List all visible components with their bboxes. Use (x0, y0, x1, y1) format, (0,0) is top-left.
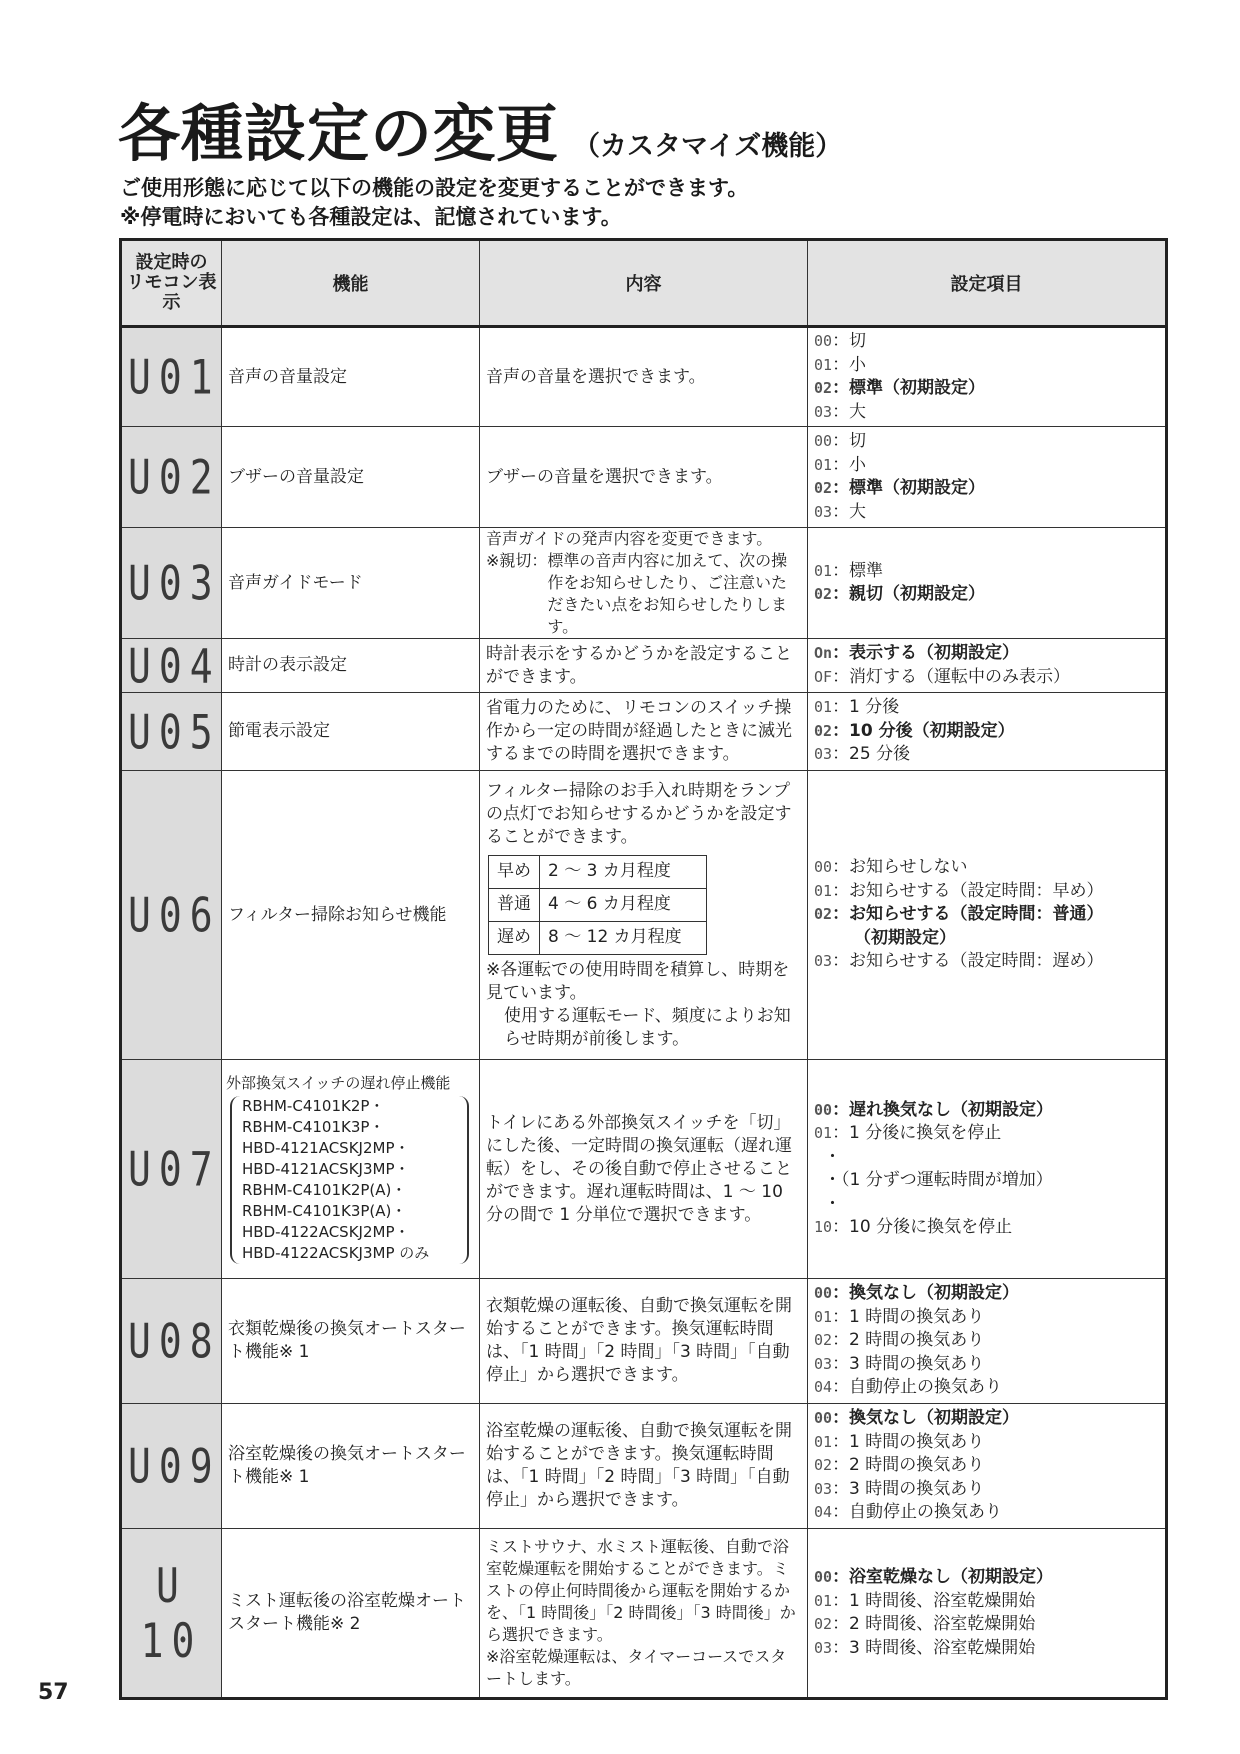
content-text: 音声ガイドの発声内容を変更できます。 ※親切： 標準の音声内容に加えて、次の操作をお知らせしたり、ご注意いただきたい点をお知らせしたりします。 (480, 528, 808, 639)
option-item: 03：3 時間の換気あり (814, 1353, 985, 1374)
function-name: 浴室乾燥後の換気オートスタート機能※ 1 (222, 1404, 480, 1529)
function-name: 外部換気スイッチの遅れ停止機能 RBHM-C4101K2P・ RBHM-C4101K3P・ HBD-4121ACSKJ2MP・ HBD-4121ACSKJ3MP・ RBHM-C4101K2P(A)・ RBHM-C4101K3P(A)・ HBD-4122ACSKJ2MP・ HBD-4122ACSKJ3MP のみ (222, 1060, 480, 1279)
interval-row: 遅め 8 ～ 12 カ月程度 (489, 921, 707, 954)
option-list (808, 1060, 1167, 1279)
option-item: 01：1 時間の換気あり (814, 1431, 985, 1452)
remote-display-code: U04 (121, 639, 222, 693)
option-list (808, 427, 1167, 528)
option-item: 01：1 分後に換気を停止 (814, 1123, 1002, 1143)
function-name: ミスト運転後の浴室乾燥オートスタート機能※ 2 (222, 1529, 480, 1699)
table-row (121, 327, 1167, 427)
content-text: ミストサウナ、水ミスト運転後、自動で浴室乾燥運転を開始することができます。ミストの停止何時間後から運転を開始するかを、「1 時間後」「2 時間後」「3 時間後」から選択できます。 ※浴室乾燥運転は、タイマーコースでスタートします。 (480, 1529, 808, 1699)
option-item: 03：お知らせする（設定時間：遅め） (814, 951, 1104, 972)
option-list (808, 639, 1167, 693)
option-item-default: 02：親切（初期設定） (814, 584, 986, 604)
content-text: 時計表示をするかどうかを設定することができます。 (480, 639, 808, 693)
option-list (808, 1404, 1167, 1529)
option-item: ・（1 分ずつ運転時間が増加） (824, 1170, 1053, 1190)
page-title: 各種設定の変更 (118, 97, 560, 170)
option-list (808, 771, 1167, 1060)
intro-line: ※停電時においても各種設定は、記憶されています。 (120, 205, 622, 229)
option-item: 03：25 分後 (814, 744, 911, 765)
option-list (808, 693, 1167, 771)
header-options: 設定項目 (808, 240, 1167, 327)
option-item-default: 02：お知らせする（設定時間：普通） (814, 904, 1104, 925)
option-item: 01：小 (814, 354, 867, 375)
option-item: 01：小 (814, 454, 867, 475)
option-item: 00：切 (814, 431, 867, 451)
option-item: 00：お知らせしない (814, 857, 968, 878)
table-row (121, 771, 1167, 1060)
remote-display-code: U05 (121, 693, 222, 771)
intro-text (120, 174, 748, 232)
content-text: 音声の音量を選択できます。 (480, 327, 808, 427)
option-item: 03：3 時間後、浴室乾燥開始 (814, 1637, 1036, 1658)
option-list (808, 1529, 1167, 1699)
table-row (121, 1279, 1167, 1404)
function-name: 節電表示設定 (222, 693, 480, 771)
function-name: 音声ガイドモード (222, 528, 480, 639)
usage-note: 使用する運転モード、頻度によりお知らせ時期が前後します。 (504, 1005, 791, 1049)
option-item: 01：1 時間の換気あり (814, 1306, 985, 1327)
function-name: 音声の音量設定 (222, 327, 480, 427)
remote-display-code: U01 (121, 327, 222, 427)
option-item-default-note: （初期設定） (854, 927, 956, 948)
table-row (121, 528, 1167, 639)
option-item-default: 00：浴室乾燥なし（初期設定） (814, 1567, 1054, 1587)
model-list: RBHM-C4101K2P・ RBHM-C4101K3P・ HBD-4121ACSKJ2MP・ HBD-4121ACSKJ3MP・ RBHM-C4101K2P(A)・ RBHM-C4101K3P(A)・ HBD-4122ACSKJ2MP・ HBD-4122ACSKJ3MP のみ (230, 1096, 469, 1264)
content-text: ブザーの音量を選択できます。 (480, 427, 808, 528)
table-row (121, 1060, 1167, 1279)
remote-display-code: U07 (121, 1060, 222, 1279)
page-subtitle: （カスタマイズ機能） (573, 131, 843, 162)
option-item: 10：10 分後に換気を停止 (814, 1217, 1013, 1237)
table-row (121, 1404, 1167, 1529)
option-item-default: 00：換気なし（初期設定） (814, 1283, 1020, 1304)
option-item: 03：3 時間の換気あり (814, 1478, 985, 1499)
table-row (121, 693, 1167, 771)
function-name: ブザーの音量設定 (222, 427, 480, 528)
remote-display-code: U06 (121, 771, 222, 1060)
page-number: 57 (38, 1680, 69, 1705)
option-item: 03：大 (814, 401, 867, 422)
option-item: 02：2 時間の換気あり (814, 1455, 985, 1476)
function-name: フィルター掃除お知らせ機能 (222, 771, 480, 1060)
content-text: 衣類乾燥の運転後、自動で換気運転を開始することができます。換気運転時間は、「1 時間」「2 時間」「3 時間」「自動停止」から選択できます。 (480, 1279, 808, 1404)
option-item: ・ (824, 1146, 841, 1167)
interval-row: 普通 4 ～ 6 カ月程度 (489, 888, 707, 921)
interval-table (488, 855, 707, 955)
option-list (808, 1279, 1167, 1404)
remote-display-code: U09 (121, 1404, 222, 1529)
option-item-default: 02：標準（初期設定） (814, 478, 986, 498)
remote-display-code: U08 (121, 1279, 222, 1404)
option-list (808, 327, 1167, 427)
remote-display-code: U02 (121, 427, 222, 528)
table-row (121, 427, 1167, 528)
interval-row: 早め 2 ～ 3 カ月程度 (489, 855, 707, 888)
page-heading (118, 84, 843, 170)
option-item: ・ (824, 1193, 841, 1214)
content-text: フィルター掃除のお手入れ時期をランプの点灯でお知らせするかどうかを設定することができます。 早め 2 ～ 3 カ月程度 普通 4 ～ 6 カ月程度 遅め 8 ～ 12 カ月程度 ※各運転での使用時間を積算し、時期を見ています。 使用する運転モード、頻度によりお知らせ時期が前後します。 (480, 771, 808, 1060)
table-row (121, 639, 1167, 693)
usage-note: ※浴室乾燥運転は、タイマーコースでスタートします。 (486, 1647, 787, 1688)
option-item: 01：1 時間後、浴室乾燥開始 (814, 1590, 1036, 1611)
option-item: 00：切 (814, 331, 867, 351)
option-item: 02：2 時間後、浴室乾燥開始 (814, 1614, 1036, 1634)
option-item-default: 02：10 分後（初期設定） (814, 720, 1015, 741)
option-item: 04：自動停止の換気あり (814, 1502, 1003, 1523)
option-item-default: 00：遅れ換気なし（初期設定） (814, 1099, 1054, 1120)
content-text: 省電力のために、リモコンのスイッチ操作から一定の時間が経過したときに滅光するまでの時間を選択できます。 (480, 693, 808, 771)
settings-table (119, 238, 1168, 1700)
intro-line: ご使用形態に応じて以下の機能の設定を変更することができます。 (120, 176, 749, 200)
option-item: 02：2 時間の換気あり (814, 1330, 985, 1351)
option-item-default: On：表示する（初期設定） (814, 643, 1020, 663)
option-list (808, 528, 1167, 639)
option-item-default: 00：換気なし（初期設定） (814, 1408, 1020, 1429)
header-function: 機能 (222, 240, 480, 327)
header-content: 内容 (480, 240, 808, 327)
option-item: 01：標準 (814, 560, 884, 581)
option-item: 01：お知らせする（設定時間：早め） (814, 880, 1104, 901)
option-item: 03：大 (814, 501, 867, 522)
content-text: 浴室乾燥の運転後、自動で換気運転を開始することができます。換気運転時間は、「1 時間」「2 時間」「3 時間」「自動停止」から選択できます。 (480, 1404, 808, 1529)
function-name: 衣類乾燥後の換気オートスタート機能※ 1 (222, 1279, 480, 1404)
remote-display-code: U 10 (121, 1529, 222, 1699)
remote-display-code: U03 (121, 528, 222, 639)
content-text: トイレにある外部換気スイッチを「切」にした後、一定時間の換気運転（遅れ運転）をし、その後自動で停止させることができます。遅れ運転時間は、1 ～ 10 分の間で 1 分単位で選択できます。 (480, 1060, 808, 1279)
table-row (121, 1529, 1167, 1699)
function-name: 時計の表示設定 (222, 639, 480, 693)
usage-note: ※各運転での使用時間を積算し、時期を見ています。 (486, 959, 790, 1003)
option-item: 04：自動停止の換気あり (814, 1377, 1003, 1398)
table-header-row (121, 240, 1167, 327)
option-item: OF：消灯する（運転中のみ表示） (814, 666, 1071, 687)
option-item: 01：1 分後 (814, 697, 900, 718)
header-code: 設定時の リモコン表示 (121, 240, 222, 327)
option-item-default: 02：標準（初期設定） (814, 378, 986, 398)
